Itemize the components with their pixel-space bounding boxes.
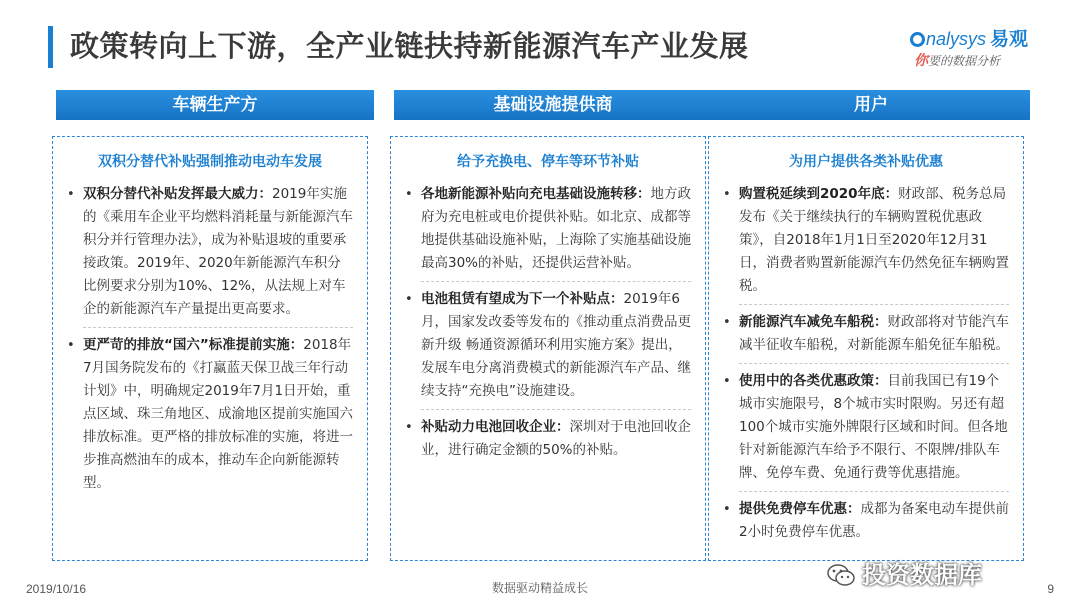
policy-lead: 各地新能源补贴向充电基础设施转移： xyxy=(421,186,651,202)
footer-date: 2019/10/16 xyxy=(26,582,87,596)
column-content-box xyxy=(708,136,1024,561)
logo-english: nalysys xyxy=(926,29,987,49)
policy-text: 2019年实施的《乘用车企业平均燃料消耗量与新能源汽车积分并行管理办法》，成为补贴退坡的重要承接政策。2019年、2020年新能源汽车积分比例要求分别为10%、12%，从法规上对车企的新能源汽车产量提出更高要求。 xyxy=(83,186,353,317)
policy-text: 2018年7月国务院发布的《打赢蓝天保卫战三年行动计划》中，明确规定2019年7月1日开始，重点区域、珠三角地区、成渝地区提前实施国六排放标准。更严格的排放标准的实施，将进一步推高燃油车的成本，推动车企向新能源转型。 xyxy=(83,337,353,491)
title-accent-bar xyxy=(48,26,53,68)
policy-item xyxy=(421,179,691,275)
column-content-box xyxy=(52,136,368,561)
logo-ring-icon xyxy=(910,32,925,47)
policy-item xyxy=(739,363,1009,485)
policy-text: 财政部、税务总局发布《关于继续执行的车辆购置税优惠政策》，自2018年1月1日至2020年12月31日，消费者购置新能源汽车仍然免征车辆购置税。 xyxy=(739,186,1009,294)
policy-lead: 购置税延续到2020年底： xyxy=(739,186,899,202)
policy-lead: 新能源汽车减免车船税： xyxy=(739,314,888,330)
watermark-text: 投资数据库 xyxy=(862,561,982,589)
column-content-box xyxy=(390,136,706,561)
column-infrastructure-providers xyxy=(394,90,712,458)
policy-text: 成都为备案电动车提供前2小时免费停车优惠。 xyxy=(739,501,1009,540)
policy-lead: 使用中的各类优惠政策： xyxy=(739,373,888,389)
footer-slogan: 数据驱动精益成长 xyxy=(491,581,588,595)
policy-list xyxy=(53,179,367,495)
policy-item xyxy=(421,409,691,462)
policy-lead: 电池租赁有望成为下一个补贴点： xyxy=(421,291,624,307)
column-subtitle: 给予充换电、停车等环节补贴 xyxy=(457,154,639,170)
policy-item xyxy=(739,304,1009,357)
analysys-logo xyxy=(908,22,1058,72)
policy-lead: 更严苛的排放“国六”标准提前实施： xyxy=(83,337,304,353)
column-users xyxy=(712,90,1030,540)
policy-item xyxy=(739,179,1009,298)
column-header: 车辆生产方 xyxy=(56,90,374,120)
column-subtitle: 双积分替代补贴强制推动电动车发展 xyxy=(98,154,322,170)
policy-item xyxy=(83,327,353,495)
column-subtitle: 为用户提供各类补贴优惠 xyxy=(789,154,943,170)
policy-lead: 提供免费停车优惠： xyxy=(739,501,861,517)
policy-item xyxy=(421,281,691,403)
column-header: 用户 xyxy=(712,90,1030,120)
policy-text: 地方政府为充电桩或电价提供补贴。如北京、成都等地提供基础设施补贴，上海除了实施基础设施最高30%的补贴，还提供运营补贴。 xyxy=(421,186,691,271)
policy-item xyxy=(739,491,1009,544)
policy-list xyxy=(391,179,705,462)
page-number: 9 xyxy=(1047,582,1054,596)
column-header: 基础设施提供商 xyxy=(394,90,712,120)
policy-text: 目前我国已有19个城市实施限号，8个城市实时限购。另还有超100个城市实施外牌限行区域和时间。但各地针对新能源汽车给予不限行、不限牌/排队车牌、免停车费、免通行费等优惠措施。 xyxy=(739,373,1008,481)
column-vehicle-producers xyxy=(56,90,374,491)
logo-chinese: 易观 xyxy=(990,28,1029,50)
policy-item xyxy=(83,179,353,321)
policy-text: 财政部将对节能汽车减半征收车船税，对新能源车船免征车船税。 xyxy=(739,314,1009,353)
policy-lead: 双积分替代补贴发挥最大威力： xyxy=(83,186,272,202)
policy-list xyxy=(709,179,1023,544)
page-title: 政策转向上下游，全产业链扶持新能源汽车产业发展 xyxy=(70,29,749,63)
policy-lead: 补贴动力电池回收企业： xyxy=(421,419,570,435)
policy-text: 2019年6月，国家发改委等发布的《推动重点消费品更新升级 畅通资源循环利用实施方案》提出，发展车电分离消费模式的新能源汽车产品、继续支持“充换电”设施建设。 xyxy=(421,291,691,399)
logo-tagline-lead: 你 xyxy=(914,53,928,69)
policy-text: 深圳对于电池回收企业，进行确定金额的50%的补贴。 xyxy=(421,419,691,458)
logo-tagline: 要的数据分析 xyxy=(928,54,1001,68)
